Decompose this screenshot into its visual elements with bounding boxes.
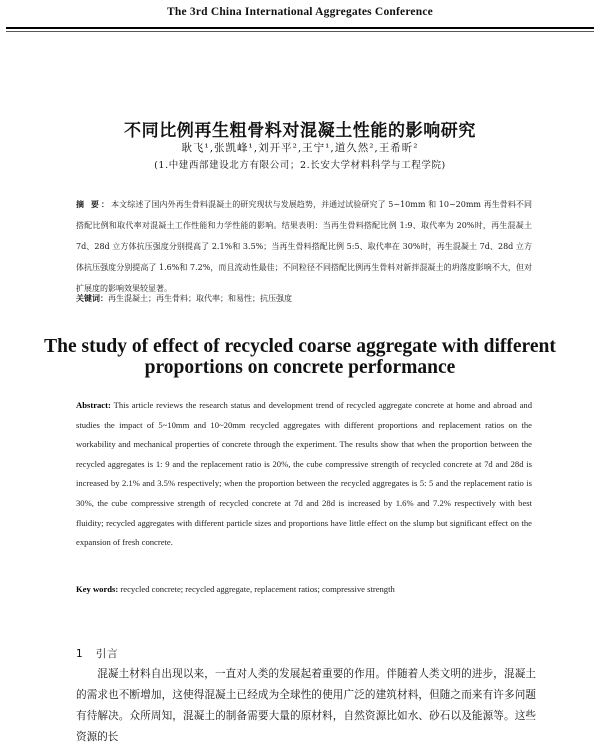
chinese-keywords-text: 再生混凝土；再生骨料；取代率；和易性；抗压强度 [108, 294, 292, 303]
chinese-keywords [76, 292, 532, 306]
english-title: The study of effect of recycled coarse aggregate with different proportions on concrete performance [44, 336, 556, 378]
section-heading [76, 646, 119, 661]
header-rule-thick [6, 27, 594, 29]
chinese-keywords-label: 关键词： [76, 294, 108, 303]
chinese-title: 不同比例再生粗骨料对混凝土性能的影响研究 [124, 121, 476, 141]
section-number: 1 [76, 648, 84, 660]
section-title: 引言 [95, 648, 119, 660]
chinese-affiliations: (1.中建西部建设北方有限公司；2.长安大学材料科学与工程学院) [154, 160, 446, 171]
english-keywords-label: Key words: [76, 584, 119, 594]
english-abstract-text: This article reviews the research status and development trend of recycled aggregate concrete at home and abroad and studies the impact of 5~10mm and 10~20mm recycled aggregates with different proportions and replacement ratios on the workability and mechanical properties of concrete through the experiment. The results show that when the proportion between the recycled aggregates is 1: 9 and the replacement ratio is 20%, the cube compressive strength of recycled concrete at 7d and 28d is increased by 2.1% and 3.5% respectively; when the proportion between the recycled aggregates is 5: 5 and the replacement ratio is 30%, the cube compressive strength of recycled concrete at 7d and 28d is increased by 1.6% and 7.2% respectively with best fluidity; recycled aggregates with different particle sizes and proportions have little effect on the slump but significant effect on the expansion of fresh concrete. [76, 400, 532, 548]
chinese-authors: 耿飞¹,张凯峰¹,刘开平²,王宁¹,道久然²,王希昕² [181, 142, 419, 154]
english-abstract-label: Abstract: [76, 400, 111, 410]
chinese-abstract-label: 摘 要： [76, 200, 112, 209]
english-abstract [76, 396, 532, 553]
running-header: The 3rd China International Aggregates Conference [167, 6, 433, 18]
chinese-abstract [76, 194, 532, 299]
section-paragraph: 混凝土材料自出现以来，一直对人类的发展起着重要的作用。伴随着人类文明的进步，混凝土的需求也不断增加，这使得混凝土已经成为全球性的使用广泛的建筑材料，但随之而来有许多问题有待解决。众所周知，混凝土的制备需要大量的原材料，自然资源比如水、砂石以及能源等。这些资源的长 [76, 668, 536, 743]
english-keywords [76, 582, 532, 596]
english-keywords-text: recycled concrete; recycled aggregate, replacement ratios; compressive strength [120, 584, 395, 594]
chinese-abstract-text: 本文综述了国内外再生骨料混凝土的研究现状与发展趋势，并通过试验研究了 5~10mm 和 10~20mm 再生骨料不同搭配比例和取代率对混凝土工作性能和力学性能的影响。结果表明：当再生骨料搭配比例 1:9、取代率为 20%时，再生混凝土 7d、28d 立方体抗压强度分别提高了 2.1%和 3.5%；当再生骨料搭配比例 5:5、取代率在 30%时，再生混凝土 7d、28d 立方体抗压强度分别提高了 1.6%和 7.2%，而且流动性最佳；不同粒径不同搭配比例再生骨料对新拌混凝土的坍落度影响不大，但对扩展度的影响效果较显著。 [76, 200, 532, 293]
header-rule-thin [6, 31, 594, 32]
